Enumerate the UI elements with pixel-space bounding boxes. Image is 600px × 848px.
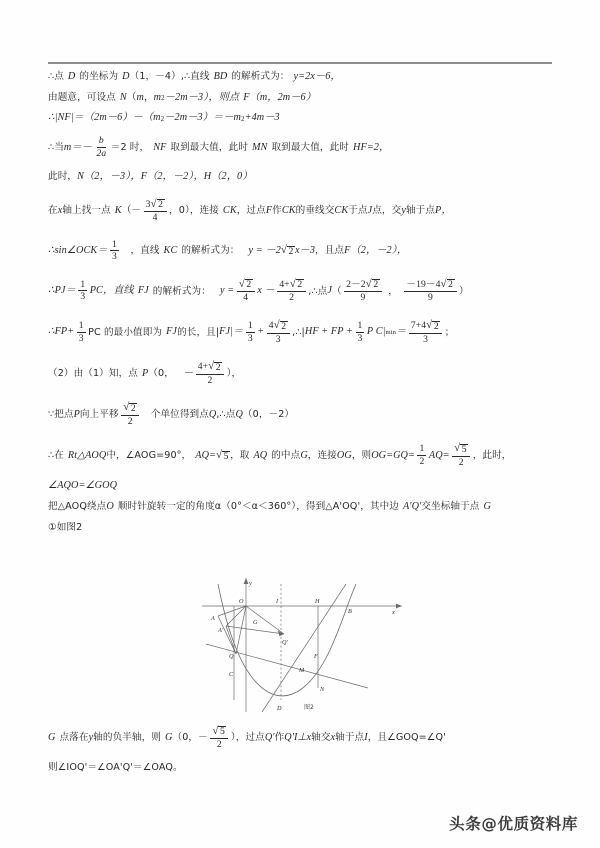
fraction-4plussqrt2-over-2: 4+ √ 2 2 — [277, 279, 305, 303]
sqrt-icon: √ 2 — [123, 401, 136, 414]
text-line-8: ∴PJ＝ $\frac{1}{3}$ PC，直线 FJ 的解析式为： y = √ 2 4 x － 4+ √ 2 2 ,∴点 J （ 2－2 √ 2 9 ， －19－4 √ 2 9 ） — [48, 277, 469, 304]
label-I: I — [276, 598, 279, 605]
line-CK — [206, 644, 368, 688]
fraction-1-over-3: $\frac{1}{3}$ — [78, 319, 84, 344]
header-divider-rule — [48, 62, 552, 64]
sqrt-icon: √ 2 — [426, 319, 439, 332]
fraction-J-x-coordinate: 2－2 √ 2 9 — [344, 279, 382, 303]
label-y-axis: y — [249, 580, 252, 587]
fraction-7plus4sqrt2-over-3: 7+4 √ 2 3 — [409, 320, 442, 344]
text-line-10: （2）由（1）知，点 P （0， － 4+ √ 2 2 ）， — [48, 360, 242, 386]
label-Aprime: A' — [218, 627, 224, 634]
label-A: A — [211, 615, 215, 622]
sqrt-icon: √ 2 — [280, 244, 294, 257]
sqrt-icon: √ 2 — [273, 319, 287, 332]
text-line-3: ∴|NF|＝（2m－6）－（ m 2 －2m－3）＝－m 2 +4m－3 — [48, 112, 280, 124]
text-line-2: 由题意，可设点 N （ m ， m 2 －2m－3），则点 F （m，2m－6） — [48, 91, 316, 103]
label-x-axis: x — [392, 609, 395, 616]
label-M: M — [299, 667, 305, 674]
coordinate-geometry-figure — [196, 572, 414, 720]
sqrt-icon: √ 5 — [454, 442, 467, 455]
segment-OG-Q — [236, 606, 246, 654]
segment-OA — [218, 606, 246, 616]
fraction-1-over-3: $\frac{1}{3}$ — [247, 319, 253, 344]
sqrt-icon: √ 2 — [150, 197, 164, 210]
watermark-brand: 头条 — [449, 815, 482, 833]
text-line-1: ∴点 D 的坐标为 D （1，－4） ,∴直线 BD 的解析式为： y=2x－6， — [48, 71, 341, 83]
sqrt-icon: √ 2 — [440, 277, 454, 291]
fraction-b-over-2a: $\frac{b}{2a}$ — [96, 135, 107, 159]
fraction-sqrt2-over-2: √ 2 2 — [121, 402, 139, 426]
text-line-9: ∴FP+ $\frac{1}{3}$ PC 的最小值即为 FJ 的长，且| FJ |＝ $\frac{1}{3}$ + 4 √ 2 3 ,∴| HF + FP + $\frac{1}{3}$ P C | min ＝ 7+4 √ 2 3 ； — [48, 319, 455, 345]
fraction-3sqrt2-over-4: 3 √ 2 4 — [144, 199, 167, 223]
fraction-sqrt5-over-2: √ 5 2 — [452, 443, 470, 467]
label-D: D — [277, 705, 282, 712]
sqrt-icon: √ 2 — [289, 277, 303, 291]
text-line-7: ∴sin∠OCK＝ $\frac{1}{3}$ ，直线 KC 的解析式为： y = －2 √ 2 x－3 ，且点 F （2，－2）， — [48, 238, 408, 263]
sqrt-icon: √ 5 — [212, 724, 225, 737]
label-N: N — [320, 686, 325, 693]
fraction-J-y-coordinate: －19－4 √ 2 9 — [404, 279, 456, 303]
sqrt-icon: √ 2 — [365, 277, 379, 291]
watermark-footer — [449, 812, 578, 834]
label-O: O — [239, 598, 244, 605]
text-line-5: 此时， N （2，－3）， F （2，－2）， H （2，0） — [48, 170, 253, 183]
watermark-account: 优质资料库 — [497, 815, 578, 833]
label-B: B — [348, 608, 352, 615]
label-Q: Q — [229, 653, 234, 660]
label-Qprime: Q' — [282, 639, 288, 646]
text-line-15-figure-caption-ref: ①如图2 — [48, 521, 83, 533]
fraction-sqrt5-over-2: √ 5 2 — [210, 726, 228, 750]
line-BD — [262, 584, 346, 712]
sqrt-icon: √ 2 — [208, 360, 221, 373]
text-line-13: ∠AQO=∠GOQ — [48, 480, 118, 492]
figure-caption: 图2 — [304, 704, 314, 711]
fraction-1-over-3: $\frac{1}{3}$ — [112, 238, 117, 263]
fraction-1-over-2: $\frac{1}{2}$ — [419, 443, 425, 468]
fraction-1-over-3: $\frac{1}{3}$ — [357, 319, 363, 344]
label-F: F — [314, 653, 318, 660]
text-line-11: ∵把点 P 向上平移 √ 2 2 个单位得到点 Q ,∴点 Q （0，－2） — [48, 401, 295, 427]
sqrt-icon: √ 2 — [238, 277, 252, 291]
label-H: H — [315, 598, 320, 605]
text-line-12: ∴在 Rt △AOQ 中，∠AOG=90°， AQ= √ 5 ，取 AQ 的中点 G ，连接 OG ，则 OG=GQ= $\frac{1}{2}$ AQ= √ 5 2 ，此时， — [48, 442, 512, 469]
label-G: G — [253, 619, 258, 626]
text-line-6: 在 x 轴上找一点 K （－ 3 √ 2 4 ，0），连接 CK ，过点 F 作 CK 的垂线交 CK 于点 J 点，交 y 轴于点 P， — [48, 197, 452, 224]
label-C: C — [229, 671, 234, 678]
solution-body — [48, 72, 556, 543]
fraction-1-over-3: $\frac{1}{3}$ — [80, 278, 86, 303]
fraction-4sqrt2-over-3: 4 √ 2 3 — [267, 320, 290, 344]
text-line-17: 则∠IOQ'＝∠OA'Q'＝∠OAQ。 — [48, 762, 183, 774]
fraction-4plussqrt2-over-2: 4+ √ 2 2 — [196, 361, 224, 385]
watermark-at-symbol: @ — [481, 815, 498, 833]
text-line-4: ∴当 m ＝－ $\frac{b}{2a}$ ＝2 时， NF 取到最大值，此时 MN 取到最大值，此时 HF=2， — [48, 135, 390, 159]
y-axis-arrow — [244, 578, 249, 584]
x-axis-arrow — [396, 604, 402, 609]
sqrt-icon: √ 5 — [216, 449, 229, 462]
solution-body-continued — [48, 726, 556, 783]
text-line-16: G 点落在 y 轴的负半轴，则 G （0，－ √ 5 2 ），过点 Q' 作 Q'I⊥x 轴交 x 轴于点 I ，且∠GOQ=∠Q' — [48, 724, 446, 751]
text-line-14: 把△AOQ绕点 O 顺时针旋转一定的角度α（0°＜α＜360°），得到△A'OQ'，其中边 A'Q' 交坐标轴于点 G — [48, 500, 491, 513]
segment-OAprime — [226, 606, 246, 626]
fraction-sqrt2-over-4: √ 2 4 — [237, 279, 255, 303]
